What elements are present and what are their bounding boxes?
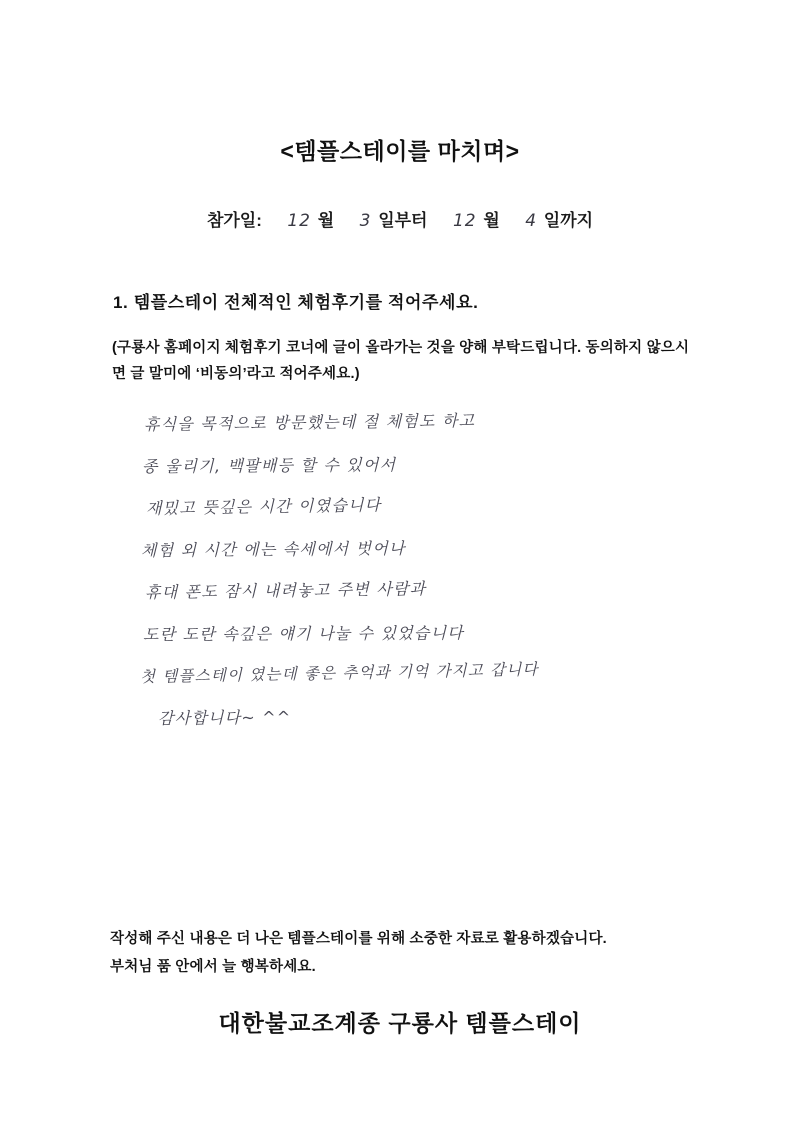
- footer-note-line-1: 작성해 주신 내용은 더 나은 템플스테이를 위해 소중한 자료로 활용하겠습니다.: [110, 931, 607, 947]
- participation-date-line: [0, 206, 800, 231]
- day-to-label: 일까지: [543, 211, 594, 230]
- answer-line: 도란 도란 속깊은 얘기 나눌 수 있었습니다: [142, 623, 464, 644]
- participation-label: 참가일:: [206, 211, 262, 230]
- answer-line: 휴식을 목적으로 방문했는데 절 체험도 하고: [143, 410, 476, 434]
- handwritten-answer: [140, 404, 740, 740]
- answer-line: 감사합니다~ ^^: [157, 707, 292, 728]
- answer-line: 첫 템플스테이 였는데 좋은 추억과 기억 가지고 갑니다: [139, 660, 539, 686]
- footer-note: [110, 925, 730, 981]
- start-day-value: 3: [359, 211, 372, 231]
- answer-line: 체험 외 시간 에는 속세에서 벗어나: [140, 538, 406, 560]
- answer-line: 종 울리기, 백팔배등 할 수 있어서: [141, 455, 397, 476]
- day-from-label: 일부터: [378, 211, 428, 230]
- start-month-value: 12: [287, 211, 311, 231]
- answer-line: 재밌고 뜻깊은 시간 이였습니다: [145, 495, 382, 518]
- answer-line: 휴대 폰도 잠시 내려놓고 주변 사람과: [144, 579, 427, 602]
- page-title: <템플스테이를 마치며>: [280, 138, 520, 164]
- footer-note-line-2: 부처님 품 안에서 늘 행복하세요.: [110, 959, 316, 975]
- month-unit-start: 월: [317, 211, 335, 230]
- question-heading: 1. 템플스테이 전체적인 체험후기를 적어주세요.: [113, 293, 479, 312]
- question-note: (구룡사 홈페이지 체험후기 코너에 글이 올라가는 것을 양해 부탁드립니다. 동의하지 않으시면 글 말미에 ‘비동의’라고 적어주세요.): [112, 340, 690, 382]
- end-month-value: 12: [452, 211, 477, 231]
- end-day-value: 4: [525, 211, 538, 231]
- organization-name: 대한불교조계종 구룡사 템플스테이: [218, 1010, 582, 1036]
- month-unit-end: 월: [483, 211, 500, 230]
